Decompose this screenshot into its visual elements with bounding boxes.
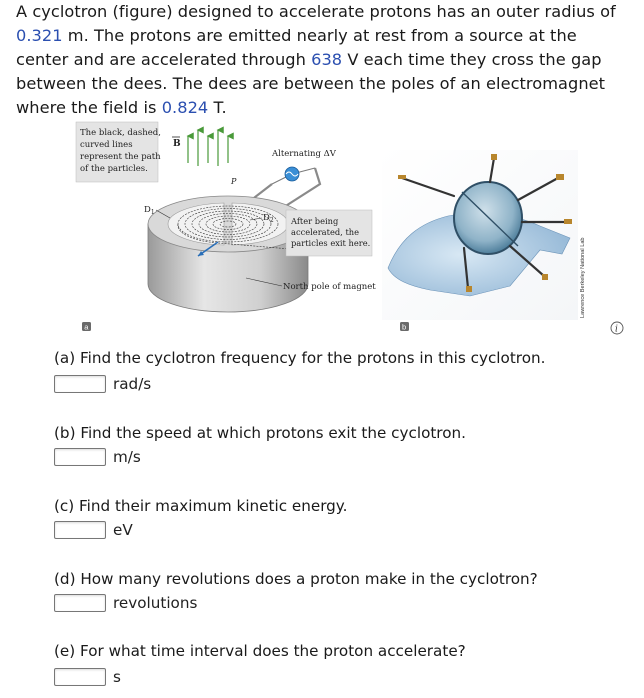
path-note-line: curved lines — [80, 140, 133, 150]
path-note-line: of the particles. — [80, 164, 148, 174]
unit-d: revolutions — [113, 594, 198, 612]
question-c: (c) Find their maximum kinetic energy. — [54, 497, 348, 515]
d1-subscript: 1 — [150, 209, 155, 216]
path-note-line: represent the path — [80, 152, 161, 162]
p-label: P — [231, 177, 237, 186]
badge-b-label: b — [402, 322, 407, 332]
field-label — [172, 137, 181, 149]
question-d: (d) How many revolutions does a proton make in the cyclotron? — [54, 570, 538, 588]
radius-value: 0.321 — [16, 26, 63, 45]
svg-text:i: i — [615, 324, 618, 335]
unit-c: eV — [113, 521, 133, 539]
field-value: 0.824 — [161, 98, 209, 117]
path-note-line: The black, dashed, — [80, 128, 161, 138]
d1-label — [144, 205, 155, 216]
b-field-label: B — [173, 139, 181, 149]
magnet-cylinder — [148, 196, 308, 312]
cyclotron-figure — [70, 118, 630, 338]
answer-input-b[interactable] — [54, 448, 106, 466]
path-note — [76, 122, 164, 182]
field-arrows — [188, 130, 228, 166]
answer-row-a — [54, 373, 151, 395]
answer-row-d — [54, 592, 197, 614]
badge-b — [400, 322, 409, 332]
answer-input-c[interactable] — [54, 521, 106, 539]
alternating-voltage-label: Alternating ΔV — [272, 149, 336, 159]
answer-input-d[interactable] — [54, 594, 106, 612]
d1-label-text: D — [144, 205, 151, 215]
question-b: (b) Find the speed at which protons exit the cyclotron. — [54, 424, 466, 442]
answer-input-a[interactable] — [54, 375, 106, 393]
answer-input-e[interactable] — [54, 668, 106, 686]
d2-subscript: 2 — [269, 217, 274, 224]
answer-row-b — [54, 446, 141, 468]
problem-statement — [16, 0, 628, 120]
magnet-label: North pole of magnet — [283, 282, 376, 292]
answer-row-e — [54, 666, 121, 688]
problem-text: V each time they cross the gap between the dees. The dees are between the poles of an electromagnet where the field is — [16, 50, 606, 117]
question-e: (e) For what time interval does the proton accelerate? — [54, 642, 466, 660]
info-icon[interactable] — [611, 322, 623, 335]
ac-source — [272, 167, 315, 184]
cyclotron-photo — [382, 150, 586, 320]
badge-a-label: a — [84, 322, 89, 332]
photo-credit: Lawrence Berkeley National Lab — [580, 237, 586, 318]
problem-text: m. The protons are emitted nearly at rest from a source at the center and are accelerated through — [16, 26, 577, 69]
exit-label — [286, 210, 372, 256]
exit-label-line: After being — [291, 216, 339, 226]
unit-b: m/s — [113, 448, 141, 466]
problem-text: A cyclotron (figure) designed to accelerate protons has an outer radius of — [16, 2, 616, 21]
question-a: (a) Find the cyclotron frequency for the protons in this cyclotron. — [54, 349, 546, 367]
answer-row-c — [54, 519, 133, 541]
badge-a — [82, 322, 91, 332]
d2-label-text: D — [263, 213, 270, 223]
unit-e: s — [113, 668, 121, 686]
voltage-value: 638 — [311, 50, 343, 69]
exit-label-line: accelerated, the — [291, 227, 360, 237]
problem-text: T. — [208, 98, 227, 117]
exit-label-line: particles exit here. — [291, 238, 371, 248]
unit-a: rad/s — [113, 375, 152, 393]
